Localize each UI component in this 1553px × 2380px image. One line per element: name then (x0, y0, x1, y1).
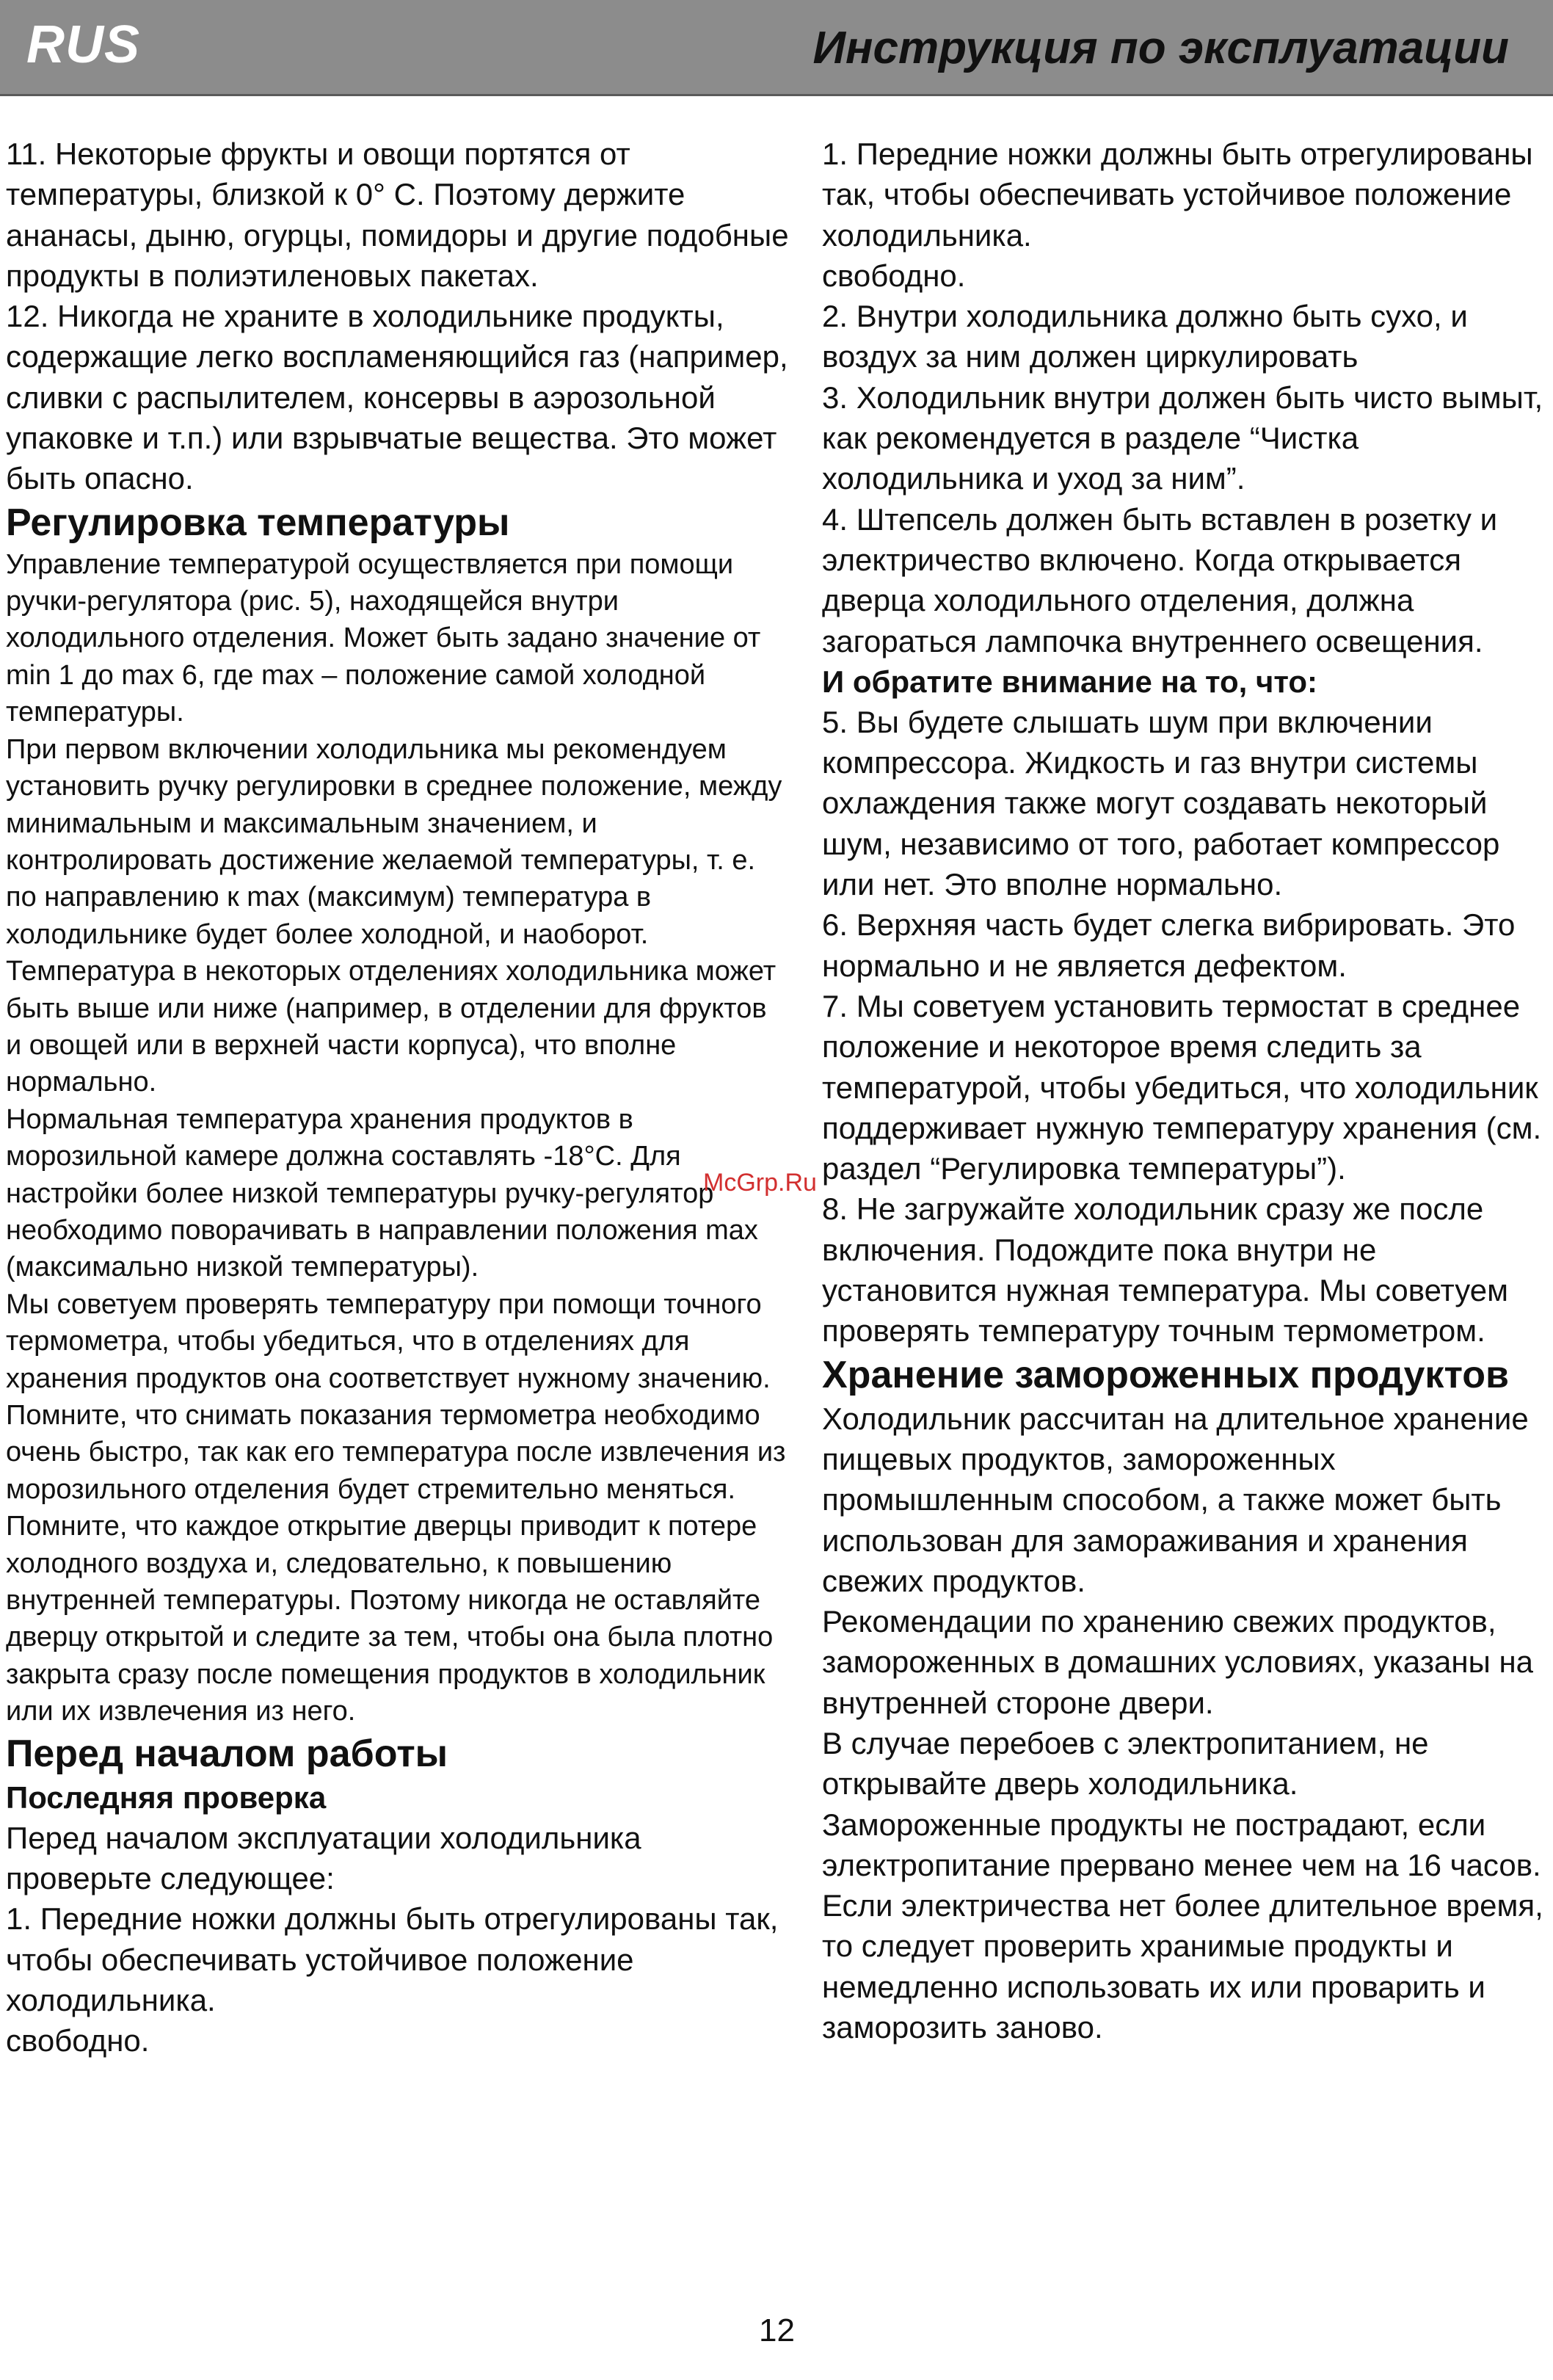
check-item-1: 1. Передние ножки должны быть отрегулированы так, чтобы обеспечивать устойчивое положение холодильника. (6, 1901, 779, 2017)
temp-paragraph-7: Помните, что каждое открытие дверцы приводит к потере холодного воздуха и, следовательно, к повышению внутренней температуры. Поэтому никогда не оставляйте дверцу открытой и следите за тем, чтобы она была плотно закрыта сразу после помещения продуктов в холодильник или их извлечения из него. (6, 1511, 774, 1727)
item-11: 11. Некоторые фрукты и овощи портятся от температуры, близкой к 0° С. Поэтому держите ананасы, дыню, огурцы, помидоры и другие подобные продукты в полиэтиленовых пакетах. (6, 137, 789, 293)
page-number: 12 (759, 2312, 795, 2348)
frozen-paragraph-4: Замороженные продукты не пострадают, если электропитание прервано менее чем на 16 часов. Если электричества нет более длительное время, то следует проверить хранимые продукты и немедленно использовать их или проварить и заморозить заново. (822, 1807, 1543, 2045)
page-header (0, 0, 1553, 96)
item-7: 7. Мы советуем установить термостат в среднее положение и некоторое время следить за температурой, чтобы убедиться, что холодильник поддерживает нужную температуру хранения (см. раздел “Регулировка температуры”). (822, 988, 1542, 1186)
document-title: Инструкция по эксплуатации (812, 23, 1509, 73)
section-heading-temperature: Регулировка температуры (6, 501, 510, 544)
temp-paragraph-5: Мы советуем проверять температуру при помощи точного термометра, чтобы убедиться, что в отделениях для хранения продуктов она соответствует нужному значению. (6, 1288, 771, 1394)
section-heading-frozen-storage: Хранение замороженных продуктов (822, 1353, 1509, 1396)
item-8: 8. Не загружайте холодильник сразу же после включения. Подождите пока внутри не установится нужная температура. Мы советуем проверять температуру точным термометром. (822, 1191, 1509, 1349)
temp-paragraph-2: При первом включении холодильника мы рекомендуем установить ручку регулировки в среднее положение, между минимальным и максимальным значением, и контролировать достижение желаемой температуры, т. е. по направлению к max (максимум) температура в холодильнике будет более холодной, и наоборот. (6, 733, 782, 950)
item-4: 4. Штепсель должен быть вставлен в розетку и электричество включено. Когда открывается дверца холодильного отделения, должна загораться лампочка внутреннего освещения. (822, 501, 1498, 659)
temp-paragraph-6: Помните, что снимать показания термометра необходимо очень быстро, так как его температура после извлечения из морозильного отделения будет стремительно меняться. (6, 1400, 786, 1505)
frozen-paragraph-3: В случае перебоев с электропитанием, не открывайте дверь холодильника. (822, 1725, 1429, 1802)
item-5: 5. Вы будете слышать шум при включении компрессора. Жидкость и газ внутри системы охлаждения также могут создавать некоторый шум, независимо от того, работает компрессор или нет. Это вполне нормально. (822, 704, 1500, 902)
subheading-note: И обратите внимание на то, что: (822, 664, 1317, 699)
item-12: 12. Никогда не храните в холодильнике продукты, содержащие легко воспламеняющийся газ (например, сливки с распылителем, консервы в аэрозольной упаковке и т.п.) или взрывчатые вещества. Это может быть опасно. (6, 299, 788, 496)
item-1: 1. Передние ножки должны быть отрегулированы так, чтобы обеспечивать устойчивое положение холодильника. (822, 137, 1533, 253)
temp-paragraph-3: Температура в некоторых отделениях холодильника может быть выше или ниже (например, в отделении для фруктов и овощей или в верхней части корпуса), что вполне нормально. (6, 956, 776, 1098)
check-intro: Перед началом эксплуатации холодильника проверьте следующее: (6, 1820, 641, 1895)
section-heading-before-start: Перед началом работы (6, 1732, 448, 1775)
temp-paragraph-1: Управление температурой осуществляется при помощи ручки-регулятора (рис. 5), находящейся внутри холодильного отделения. Может быть задано значение от min 1 до max 6, где max – положение самой холодной температуры. (6, 548, 761, 728)
frozen-paragraph-1: Холодильник рассчитан на длительное хранение пищевых продуктов, замороженных промышленным способом, а также может быть использован для замораживания и хранения свежих продуктов. (822, 1401, 1529, 1598)
item-2: 2. Внутри холодильника должно быть сухо, и воздух за ним должен циркулировать (822, 299, 1468, 374)
item-3: 3. Холодильник внутри должен быть чисто вымыт, как рекомендуется в разделе “Чистка холодильника и уход за ним”. (822, 380, 1543, 496)
right-column (822, 134, 1552, 2047)
watermark: McGrp.Ru (703, 1169, 817, 1197)
temp-paragraph-4: Нормальная температура хранения продуктов в морозильной камере должна составлять -18°С. Для настройки более низкой температуры ручку-регулятор необходимо поворачивать в направлении положения max (максимально низкой температуры). (6, 1103, 758, 1283)
item-6: 6. Верхняя часть будет слегка вибрировать. Это нормально и не является дефектом. (822, 907, 1516, 983)
left-column (6, 134, 790, 2061)
item-1-tail: свободно. (822, 258, 966, 293)
frozen-paragraph-2: Рекомендации по хранению свежих продуктов, замороженных в домашних условиях, указаны на внутренней стороне двери. (822, 1604, 1534, 1720)
language-label: RUS (26, 15, 141, 74)
check-item-1-tail: свободно. (6, 2023, 150, 2058)
subheading-final-check: Последняя проверка (6, 1779, 327, 1815)
